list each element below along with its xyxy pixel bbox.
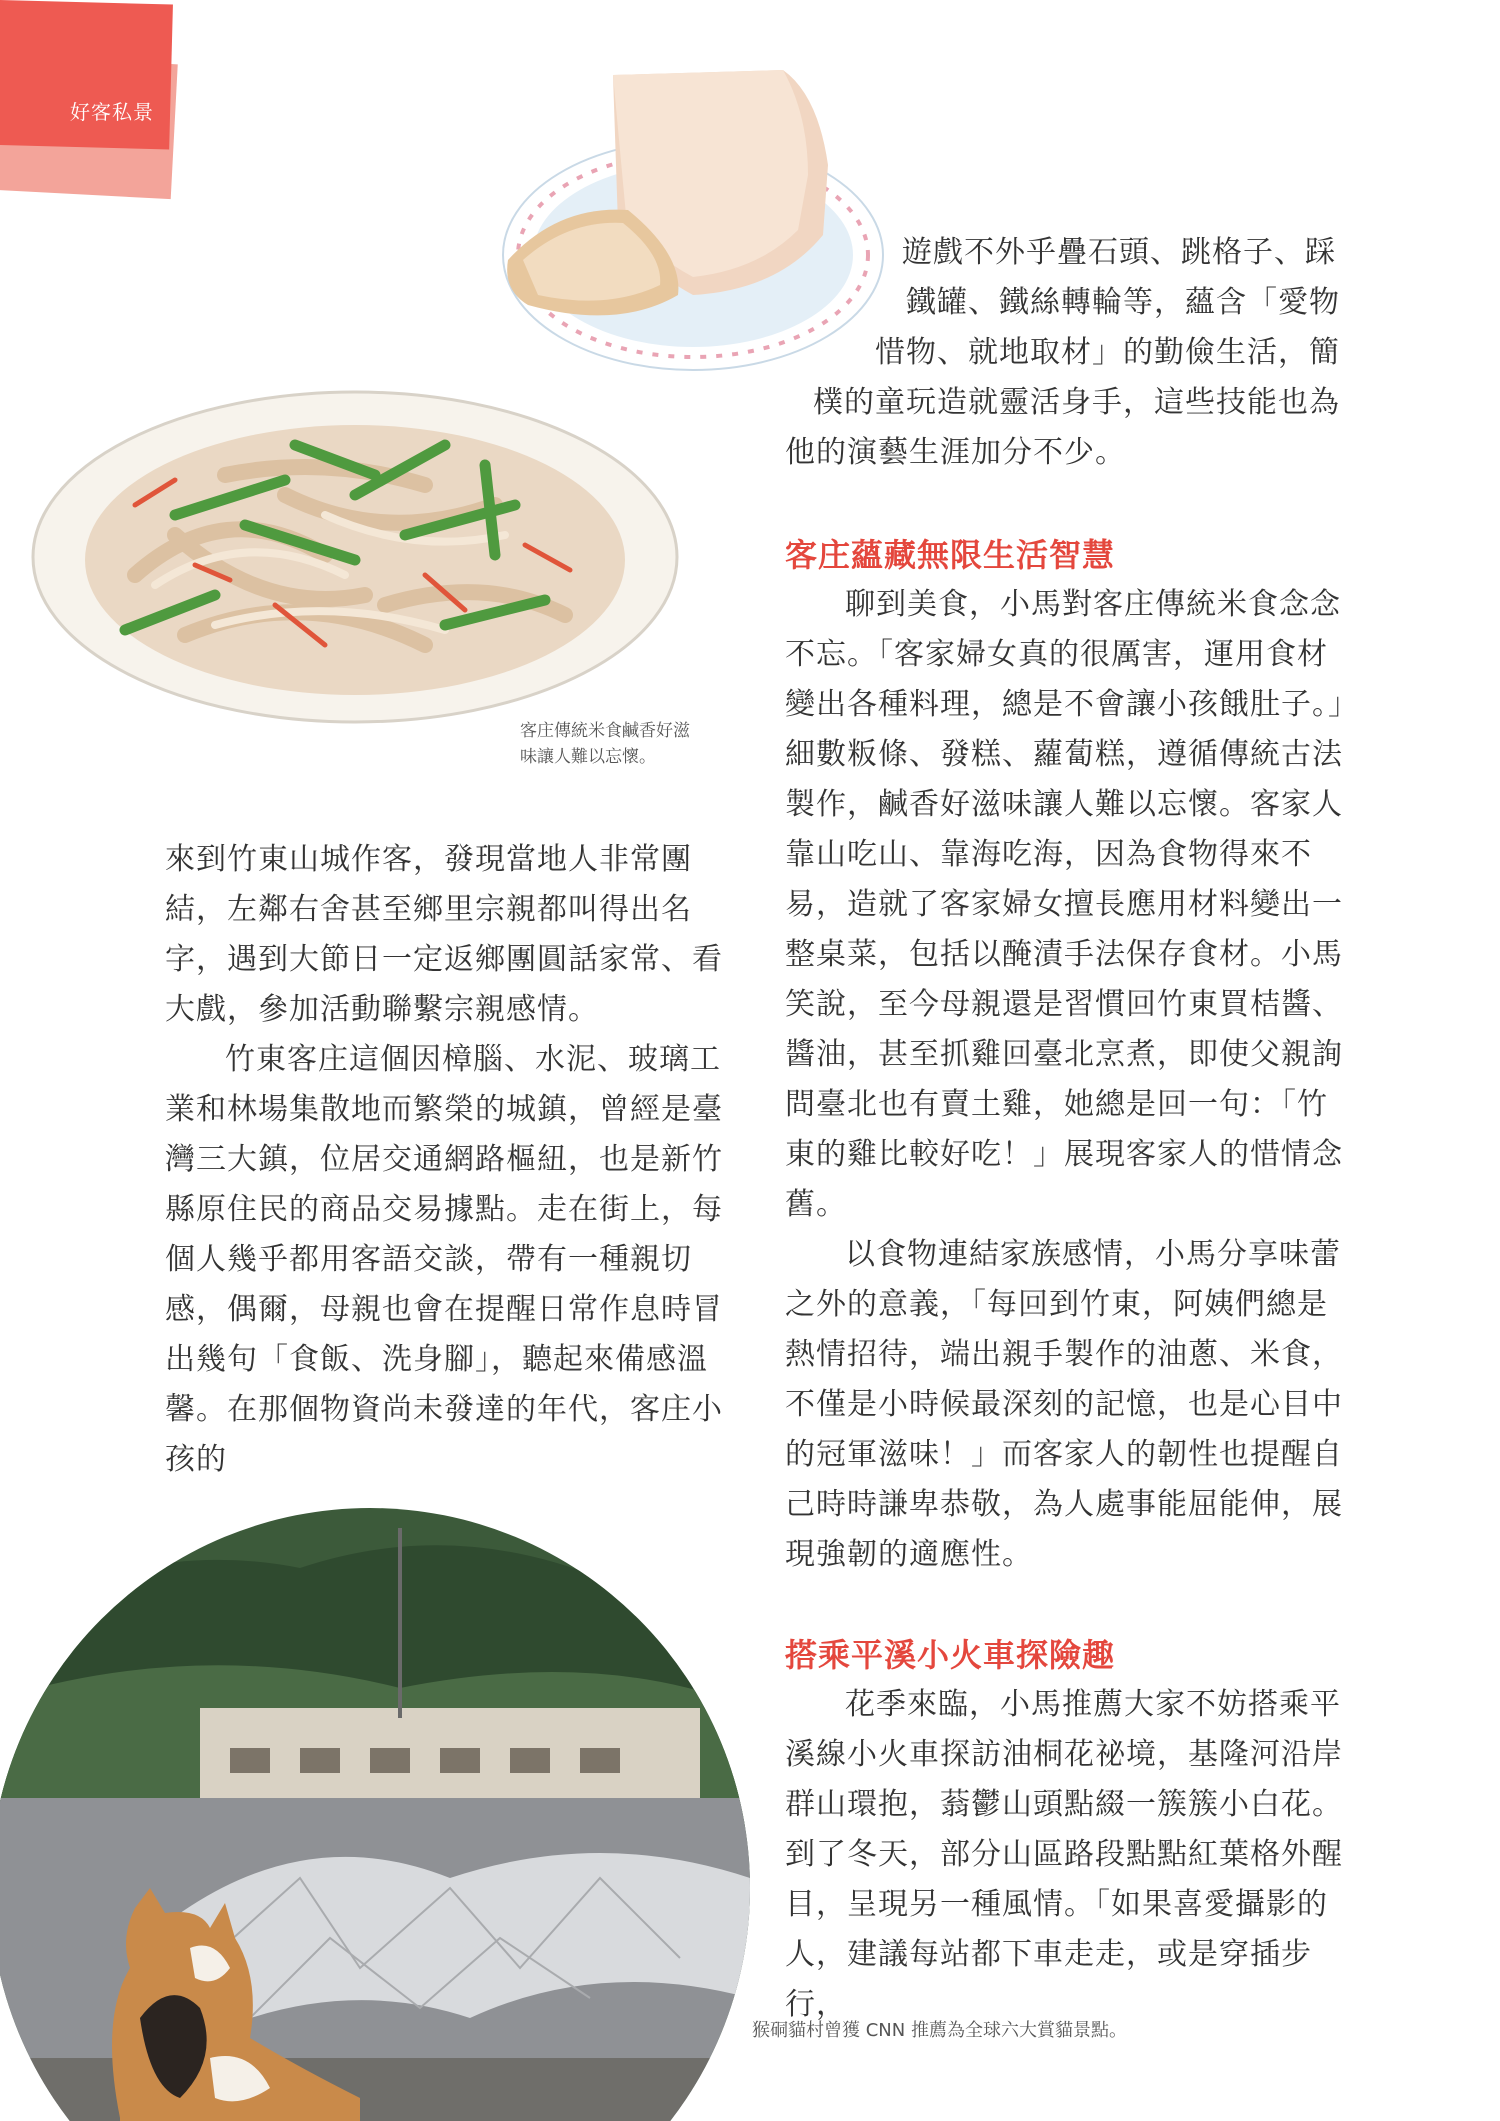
left-column bbox=[165, 835, 730, 1485]
left-paragraph-1: 來到竹東山城作客，發現當地人非常團結，左鄰右舍甚至鄉里宗親都叫得出名字，遇到大節日一定返鄉團圓話家常、看大戲，參加活動聯繫宗親感情。 bbox=[165, 842, 723, 1027]
food-caption-line: 味讓人難以忘懷。 bbox=[520, 747, 656, 767]
section-heading-train: 搭乘平溪小火車探險趣 bbox=[785, 1636, 1116, 1674]
cat-village-photo bbox=[0, 1498, 750, 2121]
intro-line: 他的演藝生涯加分不少。 bbox=[785, 435, 1126, 470]
cat-photo-caption: 猴硐貓村曾獲 CNN 推薦為全球六大賞貓景點。 bbox=[752, 2020, 1127, 2041]
intro-line: 鐵罐、鐵絲轉輪等，蘊含「愛物 bbox=[906, 285, 1340, 320]
section-tab bbox=[0, 0, 173, 149]
intro-paragraph bbox=[760, 228, 1340, 478]
food-caption-line: 客庄傳統米食鹹香好滋 bbox=[520, 721, 690, 741]
fried-noodles-photo bbox=[25, 385, 685, 730]
left-paragraph-2: 竹東客庄這個因樟腦、水泥、玻璃工業和林場集散地而繁榮的城鎮，曾經是臺灣三大鎮，位居交通網路樞紐，也是新竹縣原住民的商品交易據點。走在街上，每個人幾乎都用客語交談，帶有一種親切感，偶爾，母親也會在提醒日常作息時冒出幾句「食飯、洗身腳」，聽起來備感溫馨。在那個物資尚未發達的年代，客庄小孩的 bbox=[165, 1042, 723, 1477]
intro-line: 樸的童玩造就靈活身手，這些技能也為 bbox=[813, 385, 1340, 420]
right-paragraph-2: 以食物連結家族感情，小馬分享味蕾之外的意義，「每回到竹東，阿姨們總是熱情招待，端出親手製作的油蔥、米食，不僅是小時候最深刻的記憶，也是心目中的冠軍滋味！」而客家人的韌性也提醒自己時時謙卑恭敬，為人處事能屈能伸，展現強韌的適應性。 bbox=[785, 1237, 1343, 1572]
food-photo-caption bbox=[520, 718, 740, 770]
intro-line: 惜物、就地取材」的勤儉生活，簡 bbox=[875, 335, 1340, 370]
section-tab-label: 好客私景 bbox=[70, 100, 154, 124]
intro-line: 遊戲不外乎疊石頭、跳格子、踩 bbox=[902, 235, 1336, 270]
section-heading-food: 客庄蘊藏無限生活智慧 bbox=[785, 536, 1116, 574]
right-paragraph-1: 聊到美食，小馬對客庄傳統米食念念不忘。「客家婦女真的很厲害，運用食材變出各種料理，總是不會讓小孩餓肚子。」細數粄條、發糕、蘿蔔糕，遵循傳統古法製作，鹹香好滋味讓人難以忘懷。客家人靠山吃山、靠海吃海，因為食物得來不易，造就了客家婦女擅長應用材料變出一整桌菜，包括以醃漬手法保存食材。小馬笑說，至今母親還是習慣回竹東買桔醬、醬油，甚至抓雞回臺北烹煮，即使父親詢問臺北也有賣土雞，她總是回一句：「竹東的雞比較好吃！」展現客家人的惜情念舊。 bbox=[785, 587, 1344, 1222]
right-column bbox=[785, 530, 1345, 2030]
right-paragraph-3: 花季來臨，小馬推薦大家不妨搭乘平溪線小火車探訪油桐花祕境，基隆河沿岸群山環抱，蓊鬱山頭點綴一簇簇小白花。到了冬天，部分山區路段點點紅葉格外醒目，呈現另一種風情。「如果喜愛攝影的人，建議每站都下車走走，或是穿插步行， bbox=[785, 1687, 1343, 2022]
